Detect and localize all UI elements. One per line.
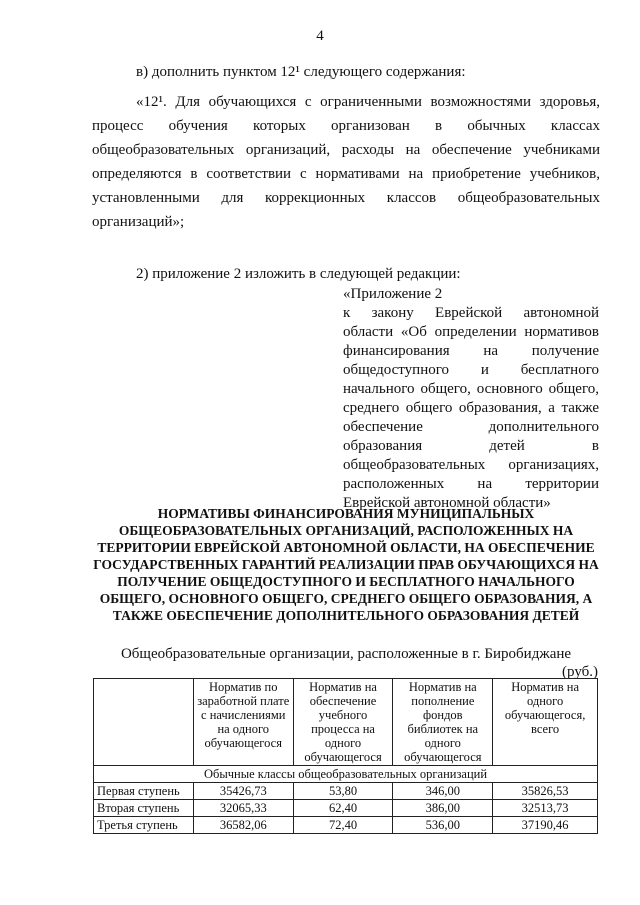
header-process: Норматив на обеспечение учебного процесса на одного обучающегося (293, 679, 393, 766)
table-row (94, 800, 598, 817)
cell-process: 72,40 (293, 817, 393, 834)
cell-salary: 32065,33 (193, 800, 293, 817)
appendix-reference (343, 285, 599, 513)
table-header-row (94, 679, 598, 766)
row-label: Третья ступень (94, 817, 194, 834)
cell-process: 53,80 (293, 783, 393, 800)
cell-total: 35826,53 (493, 783, 598, 800)
table-group-row (94, 766, 598, 783)
appendix-heading: «Приложение 2 (343, 286, 443, 302)
page-number: 4 (316, 28, 324, 44)
cell-library: 536,00 (393, 817, 493, 834)
cell-salary: 36582,06 (193, 817, 293, 834)
table-row (94, 817, 598, 834)
cell-total: 32513,73 (493, 800, 598, 817)
header-library: Норматив на пополнение фондов библиотек на одного обучающегося (393, 679, 493, 766)
table-row (94, 783, 598, 800)
table-caption: Общеобразовательные организации, расположенные в г. Биробиджане (120, 646, 572, 662)
cell-total: 37190,46 (493, 817, 598, 834)
row-label: Вторая ступень (94, 800, 194, 817)
cell-process: 62,40 (293, 800, 393, 817)
paragraph-item-12-1: «12¹. Для обучающихся с ограниченными возможностями здоровья, процесс обучения которых организован в обычных классах общеобразовательных организаций, расходы на обеспечение учебниками определяются в соответствии с нормативами на приобретение учебников, установленными для коррекционных классов общеобразовательных организаций»; (92, 94, 600, 230)
cell-library: 386,00 (393, 800, 493, 817)
row-label: Первая ступень (94, 783, 194, 800)
header-empty (94, 679, 194, 766)
norms-table (93, 678, 598, 834)
cell-salary: 35426,73 (193, 783, 293, 800)
header-total: Норматив на одного обучающегося, всего (493, 679, 598, 766)
cell-library: 346,00 (393, 783, 493, 800)
header-salary: Норматив по заработной плате с начислениями на одного обучающегося (193, 679, 293, 766)
paragraph-appendix-intro: 2) приложение 2 изложить в следующей редакции: (136, 266, 461, 282)
document-title: НОРМАТИВЫ ФИНАНСИРОВАНИЯ МУНИЦИПАЛЬНЫХ ОБЩЕОБРАЗОВАТЕЛЬНЫХ ОРГАНИЗАЦИЙ, РАСПОЛОЖЕННЫХ НА ТЕРРИТОРИИ ЕВРЕЙСКОЙ АВТОНОМНОЙ ОБЛАСТИ, НА ОБЕСПЕЧЕНИЕ ГОСУДАРСТВЕННЫХ ГАРАНТИЙ РЕАЛИЗАЦИИ ПРАВ ОБУЧАЮЩИХСЯ НА ПОЛУЧЕНИЕ ОБЩЕДОСТУПНОГО И БЕСПЛАТНОГО НАЧАЛЬНОГО ОБЩЕГО, ОСНОВНОГО ОБЩЕГО, СРЕДНЕГО ОБЩЕГО ОБРАЗОВАНИЯ, А ТАКЖЕ ОБЕСПЕЧЕНИЕ ДОПОЛНИТЕЛЬНОГО ОБРАЗОВАНИЯ ДЕТЕЙ (93, 506, 599, 623)
group-label: Обычные классы общеобразовательных организаций (94, 766, 598, 783)
paragraph-amendment-intro: в) дополнить пунктом 12¹ следующего содержания: (136, 64, 466, 80)
appendix-law-reference: к закону Еврейской автономной области «Об определении нормативов финансирования на получение общедоступного и бесплатного начального общего, основного общего, среднего общего образования, а также обеспечение дополнительного образования детей в общеобразовательных организациях, расположенных на территории Еврейской автономной области» (343, 305, 599, 511)
currency-unit: (руб.) (562, 664, 598, 680)
